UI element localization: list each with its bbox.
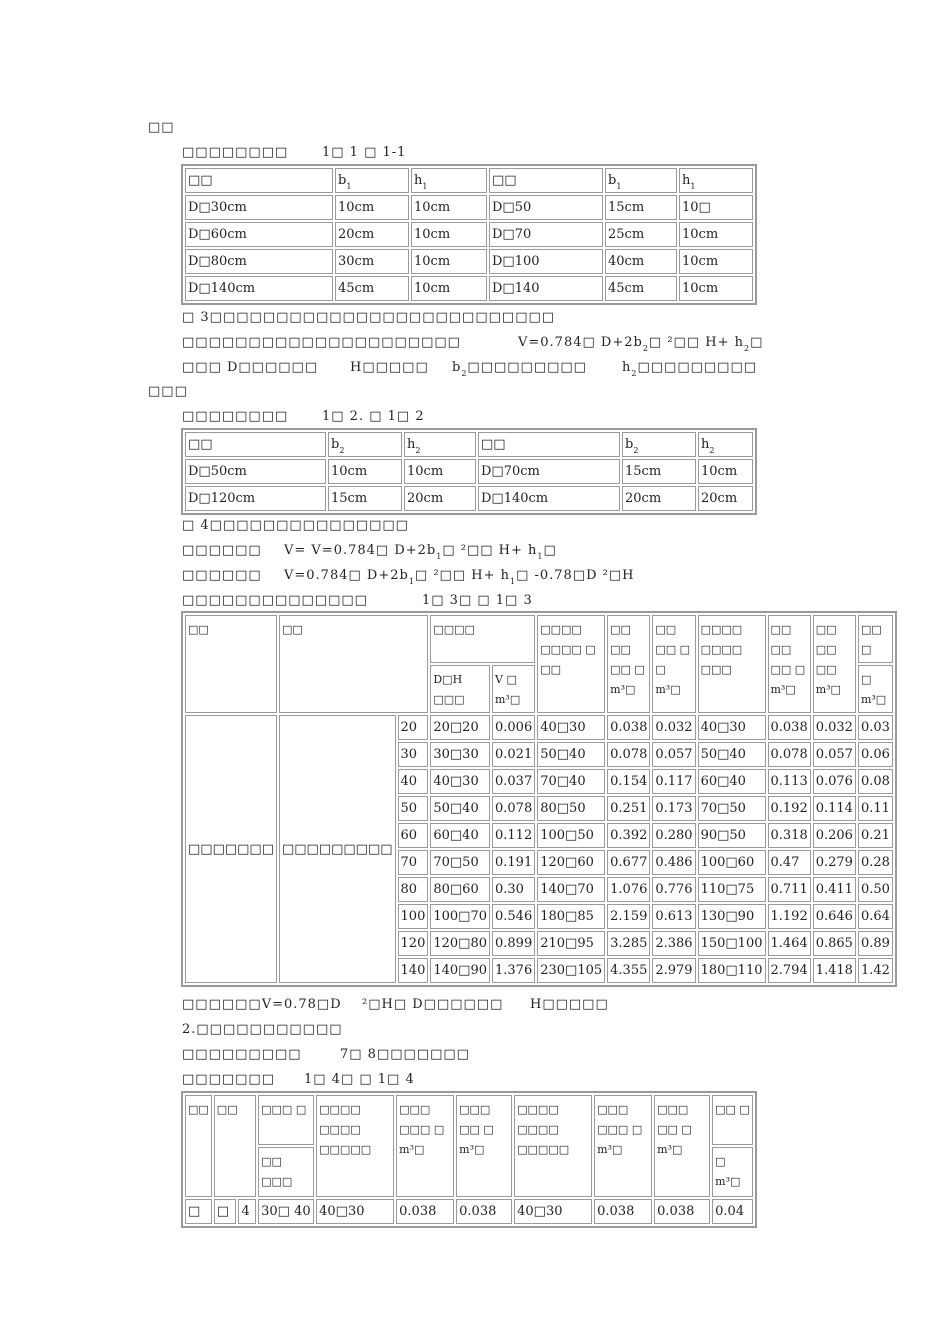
- t3-header-cell: D□H □□□: [430, 665, 490, 713]
- table-cell: 30: [398, 742, 429, 767]
- table-cell: D□120cm: [185, 486, 326, 511]
- para4-formula1-label: □□□□□□: [182, 543, 262, 558]
- table-cell: 70□50: [430, 850, 490, 875]
- table2-number: 1□ 2. □ 1□ 2: [322, 409, 425, 424]
- table-cell: 30□30: [430, 742, 490, 767]
- table-cell: D□60cm: [185, 222, 333, 247]
- t1-header-cell: □□: [489, 168, 603, 193]
- table-cell: 10cm: [404, 459, 476, 484]
- t4-header-cell: □□□ □□ □ m³□: [456, 1095, 512, 1197]
- table-cell: 0.076: [813, 769, 856, 794]
- t2-header-cell: □□: [185, 432, 326, 457]
- table-cell: 40: [398, 769, 429, 794]
- t4-header-cell: □□ □□□: [258, 1147, 314, 1197]
- table-cell: 110□75: [698, 877, 766, 902]
- table-cell: 2.159: [607, 904, 650, 929]
- table-cell: 0.078: [607, 742, 650, 767]
- t3-header-cell: V □ m³□: [492, 665, 535, 713]
- table-cell: 60□40: [430, 823, 490, 848]
- table-cell: 0.06: [858, 742, 893, 767]
- t1-header-cell: □□: [185, 168, 333, 193]
- table-cell: 140: [398, 958, 429, 983]
- t3-header-cell: □□ □□ □□ □ m³□: [768, 615, 811, 713]
- table-cell: 130□90: [698, 904, 766, 929]
- para4-formula2-label: □□□□□□: [182, 568, 262, 583]
- table-cell: 2.794: [768, 958, 811, 983]
- table-cell: 0.038: [768, 715, 811, 740]
- table-cell: 0.411: [813, 877, 856, 902]
- table-cell: 0.057: [652, 742, 695, 767]
- table4-number: 1□ 4□ □ 1□ 4: [304, 1072, 415, 1087]
- table-cell: 20□20: [430, 715, 490, 740]
- t3-header-cell: □□ □□ □□ □ m³□: [607, 615, 650, 713]
- para3-line3d: $h_2□□□□□□□□□$: [622, 360, 758, 378]
- table-cell: 0.057: [813, 742, 856, 767]
- t3-header-cell: □□ □□ □□ m³□: [813, 615, 856, 713]
- table-cell: 0.112: [492, 823, 535, 848]
- table-cell: 0.038: [607, 715, 650, 740]
- table-cell: 230□105: [537, 958, 605, 983]
- table-cell: 0.64: [858, 904, 893, 929]
- table-cell: 0.677: [607, 850, 650, 875]
- t4-header-cell: □□□ □□ □ m³□: [654, 1095, 710, 1197]
- t2-header-cell: $b_2$: [328, 432, 402, 457]
- table-cell: 0.486: [652, 850, 695, 875]
- table-cell: 3.285: [607, 931, 650, 956]
- table-cell: 50: [398, 796, 429, 821]
- table-cell: 0.021: [492, 742, 535, 767]
- table-row: [185, 276, 753, 301]
- para3-line4: □□□: [148, 384, 188, 399]
- table-cell: 0.117: [652, 769, 695, 794]
- table-cell: 0.392: [607, 823, 650, 848]
- t3-side-label-2: □□□□□□□□□: [279, 715, 396, 983]
- table-cell: 10cm: [335, 195, 409, 220]
- table-row: [185, 1199, 753, 1224]
- table-cell: 0.03: [858, 715, 893, 740]
- table-cell: 0.613: [652, 904, 695, 929]
- table-cell: 20cm: [698, 486, 753, 511]
- section-heading: □□: [148, 120, 175, 135]
- table-cell: 120□60: [537, 850, 605, 875]
- table-row: [185, 249, 753, 274]
- t4-header-cell: □□□ □□□ □ m³□: [396, 1095, 454, 1197]
- table3: [181, 611, 897, 987]
- table-cell: 60: [398, 823, 429, 848]
- table-cell: 0.08: [858, 769, 893, 794]
- table-cell: 120□80: [430, 931, 490, 956]
- table-cell: 30□ 40: [258, 1199, 314, 1224]
- table-cell: 20cm: [622, 486, 696, 511]
- table-cell: 25cm: [605, 222, 677, 247]
- t4-header-cell: □□ □: [712, 1095, 753, 1145]
- table-cell: 0.192: [768, 796, 811, 821]
- table-cell: D□140cm: [478, 486, 620, 511]
- table4-caption: □□□□□□□: [182, 1072, 275, 1087]
- table-cell: 40□30: [430, 769, 490, 794]
- table-cell: □: [214, 1199, 237, 1224]
- para4-line1: □ 4□□□□□□□□□□□□□□□: [182, 518, 409, 533]
- t4-header-cell: □□□ □□□ □ m³□: [594, 1095, 652, 1197]
- table-cell: 0.04: [712, 1199, 753, 1224]
- note-defs: ²□H□ D□□□□□□: [362, 997, 504, 1012]
- table-cell: 0.038: [654, 1199, 710, 1224]
- table-cell: 0.776: [652, 877, 695, 902]
- table-cell: 0.47: [768, 850, 811, 875]
- table-cell: 10cm: [698, 459, 753, 484]
- table1: [181, 164, 757, 305]
- table-cell: 0.078: [768, 742, 811, 767]
- table-cell: □: [185, 1199, 212, 1224]
- table-cell: 4: [238, 1199, 256, 1224]
- table-cell: 180□85: [537, 904, 605, 929]
- table-cell: 0.078: [492, 796, 535, 821]
- table-cell: 0.206: [813, 823, 856, 848]
- table-cell: 0.279: [813, 850, 856, 875]
- table-cell: 100□50: [537, 823, 605, 848]
- note-formula: □□□□□□V=0.78□D: [182, 997, 342, 1012]
- table-cell: 2.979: [652, 958, 695, 983]
- table-cell: 45cm: [605, 276, 677, 301]
- table-cell: 70□50: [698, 796, 766, 821]
- para3-formula: V=0.784□ $D+2b_2□$ ²□□ $H+ h_2□$: [518, 335, 764, 353]
- t2-header-cell: $h_2$: [404, 432, 476, 457]
- t1-header-cell: $h_1$: [679, 168, 753, 193]
- table-cell: 0.006: [492, 715, 535, 740]
- table-row: [185, 195, 753, 220]
- table-cell: 4.355: [607, 958, 650, 983]
- table-cell: 0.114: [813, 796, 856, 821]
- table-cell: 180□110: [698, 958, 766, 983]
- table-cell: D□70: [489, 222, 603, 247]
- table-cell: 100□70: [430, 904, 490, 929]
- table-cell: 0.113: [768, 769, 811, 794]
- para4-formula2: V=0.784□ $D+2b_1□$ ²□□ $H+ h_1□$ -0.78□D ²□H: [284, 568, 635, 586]
- t1-header-cell: $h_1$: [411, 168, 487, 193]
- table-cell: 0.28: [858, 850, 893, 875]
- para3-line2a: □□□□□□□□□□□□□□□□□□□□□: [182, 335, 461, 350]
- table-cell: 70: [398, 850, 429, 875]
- table-cell: 0.899: [492, 931, 535, 956]
- table-cell: 80: [398, 877, 429, 902]
- t3-header-cell: □□: [185, 615, 277, 713]
- table-cell: 15cm: [622, 459, 696, 484]
- table-cell: 10cm: [411, 195, 487, 220]
- table-cell: D□30cm: [185, 195, 333, 220]
- table-cell: 45cm: [335, 276, 409, 301]
- table-cell: D□80cm: [185, 249, 333, 274]
- table-row: [185, 459, 753, 484]
- table-cell: 0.032: [813, 715, 856, 740]
- note-defs-h: H□□□□□: [530, 997, 609, 1012]
- table3-number: 1□ 3□ □ 1□ 3: [422, 593, 533, 608]
- table-cell: 1.464: [768, 931, 811, 956]
- table-cell: 20cm: [335, 222, 409, 247]
- table-cell: 40□30: [537, 715, 605, 740]
- t3-header-cell: □□□□: [430, 615, 535, 663]
- t3-header-cell: □ m³□: [858, 665, 893, 713]
- table-cell: 40□30: [698, 715, 766, 740]
- table-cell: 1.192: [768, 904, 811, 929]
- table-cell: 0.280: [652, 823, 695, 848]
- table-cell: 0.89: [858, 931, 893, 956]
- t3-header-cell: □□□□ □□□□ □ □□: [537, 615, 605, 713]
- table-cell: 40□30: [514, 1199, 592, 1224]
- table-cell: 40cm: [605, 249, 677, 274]
- table-cell: 1.42: [858, 958, 893, 983]
- t4-header-cell: □□□ □: [258, 1095, 314, 1145]
- para4-formula1: V= V=0.784□ $D+2b_1□$ ²□□ $H+ h_1□$: [284, 543, 557, 561]
- t4-header-cell: □□: [185, 1095, 212, 1197]
- table-cell: 100: [398, 904, 429, 929]
- table-cell: 20: [398, 715, 429, 740]
- table-cell: 50□40: [430, 796, 490, 821]
- table-cell: 40□30: [316, 1199, 394, 1224]
- table-cell: 140□70: [537, 877, 605, 902]
- table-cell: 80□50: [537, 796, 605, 821]
- table1-number: 1□ 1 □ 1-1: [322, 145, 407, 160]
- table-cell: 10□: [679, 195, 753, 220]
- section2-line1b: 7□ 8□□□□□□□: [340, 1047, 470, 1062]
- table-cell: 0.546: [492, 904, 535, 929]
- table-cell: D□50cm: [185, 459, 326, 484]
- table-cell: 10cm: [411, 222, 487, 247]
- table-cell: 0.21: [858, 823, 893, 848]
- table-cell: 1.076: [607, 877, 650, 902]
- table-cell: 15cm: [605, 195, 677, 220]
- table-row: [185, 222, 753, 247]
- table-cell: 150□100: [698, 931, 766, 956]
- table-cell: 50□40: [537, 742, 605, 767]
- table-cell: 1.418: [813, 958, 856, 983]
- table-cell: 0.173: [652, 796, 695, 821]
- table-cell: 10cm: [411, 276, 487, 301]
- table-cell: 0.30: [492, 877, 535, 902]
- t4-header-cell: □□□□ □□□□ □□□□□: [514, 1095, 592, 1197]
- table-cell: 0.50: [858, 877, 893, 902]
- table3-caption: □□□□□□□□□□□□□□: [182, 593, 368, 608]
- table-row: [185, 486, 753, 511]
- table-cell: 20cm: [404, 486, 476, 511]
- t3-header-cell: □□: [279, 615, 428, 713]
- table-cell: 0.11: [858, 796, 893, 821]
- table-cell: D□100: [489, 249, 603, 274]
- table-cell: 60□40: [698, 769, 766, 794]
- table-cell: 10cm: [679, 222, 753, 247]
- section2-line1a: □□□□□□□□□: [182, 1047, 302, 1062]
- table-cell: 120: [398, 931, 429, 956]
- section2-title: 2.□□□□□□□□□□□: [182, 1022, 343, 1037]
- table-cell: 2.386: [652, 931, 695, 956]
- table-cell: 0.032: [652, 715, 695, 740]
- table-cell: 1.376: [492, 958, 535, 983]
- table-cell: 0.711: [768, 877, 811, 902]
- table2-caption: □□□□□□□□: [182, 409, 289, 424]
- t2-header-cell: □□: [478, 432, 620, 457]
- table-cell: 140□90: [430, 958, 490, 983]
- table-cell: 0.154: [607, 769, 650, 794]
- table-cell: D□140cm: [185, 276, 333, 301]
- t1-header-cell: $b_1$: [335, 168, 409, 193]
- table-cell: 100□60: [698, 850, 766, 875]
- t2-header-cell: $h_2$: [698, 432, 753, 457]
- table-cell: 0.037: [492, 769, 535, 794]
- t3-header-cell: □□□□ □□□□ □□□: [698, 615, 766, 713]
- table-cell: 80□60: [430, 877, 490, 902]
- table-cell: 0.318: [768, 823, 811, 848]
- t3-header-cell: □□ □□ □ □ m³□: [652, 615, 695, 713]
- t4-header-cell: □□□□ □□□□ □□□□□: [316, 1095, 394, 1197]
- table-cell: 0.191: [492, 850, 535, 875]
- table-cell: 90□50: [698, 823, 766, 848]
- table-cell: 10cm: [328, 459, 402, 484]
- table-cell: 15cm: [328, 486, 402, 511]
- para3-line3a: □□□ D□□□□□□: [182, 360, 319, 375]
- t2-header-cell: $b_2$: [622, 432, 696, 457]
- table-cell: 30cm: [335, 249, 409, 274]
- table-cell: 0.865: [813, 931, 856, 956]
- table-cell: 210□95: [537, 931, 605, 956]
- table-cell: 0.251: [607, 796, 650, 821]
- table-cell: D□140: [489, 276, 603, 301]
- para3-line3b: H□□□□□: [350, 360, 429, 375]
- table-cell: 10cm: [411, 249, 487, 274]
- table-cell: 0.038: [396, 1199, 454, 1224]
- t3-header-cell: □□ □: [858, 615, 893, 663]
- table-cell: 0.038: [594, 1199, 652, 1224]
- t4-header-cell: □ m³□: [712, 1147, 753, 1197]
- table1-caption: □□□□□□□□: [182, 145, 289, 160]
- table-cell: D□50: [489, 195, 603, 220]
- t1-header-cell: $b_1$: [605, 168, 677, 193]
- table2: [181, 428, 757, 515]
- para3-line3c: $b_2□□□□□□□□□$: [452, 360, 587, 378]
- table-cell: 0.038: [456, 1199, 512, 1224]
- t3-side-label-1: □□□□□□□: [185, 715, 277, 983]
- table-cell: 10cm: [679, 249, 753, 274]
- table-cell: 70□40: [537, 769, 605, 794]
- table-cell: 0.646: [813, 904, 856, 929]
- t4-header-cell: □□: [214, 1095, 256, 1197]
- para3-line1: □ 3□□□□□□□□□□□□□□□□□□□□□□□□□□: [182, 310, 556, 325]
- table-cell: D□70cm: [478, 459, 620, 484]
- table-row: [185, 715, 893, 740]
- table4: [181, 1091, 757, 1228]
- table-cell: 10cm: [679, 276, 753, 301]
- table-cell: 50□40: [698, 742, 766, 767]
